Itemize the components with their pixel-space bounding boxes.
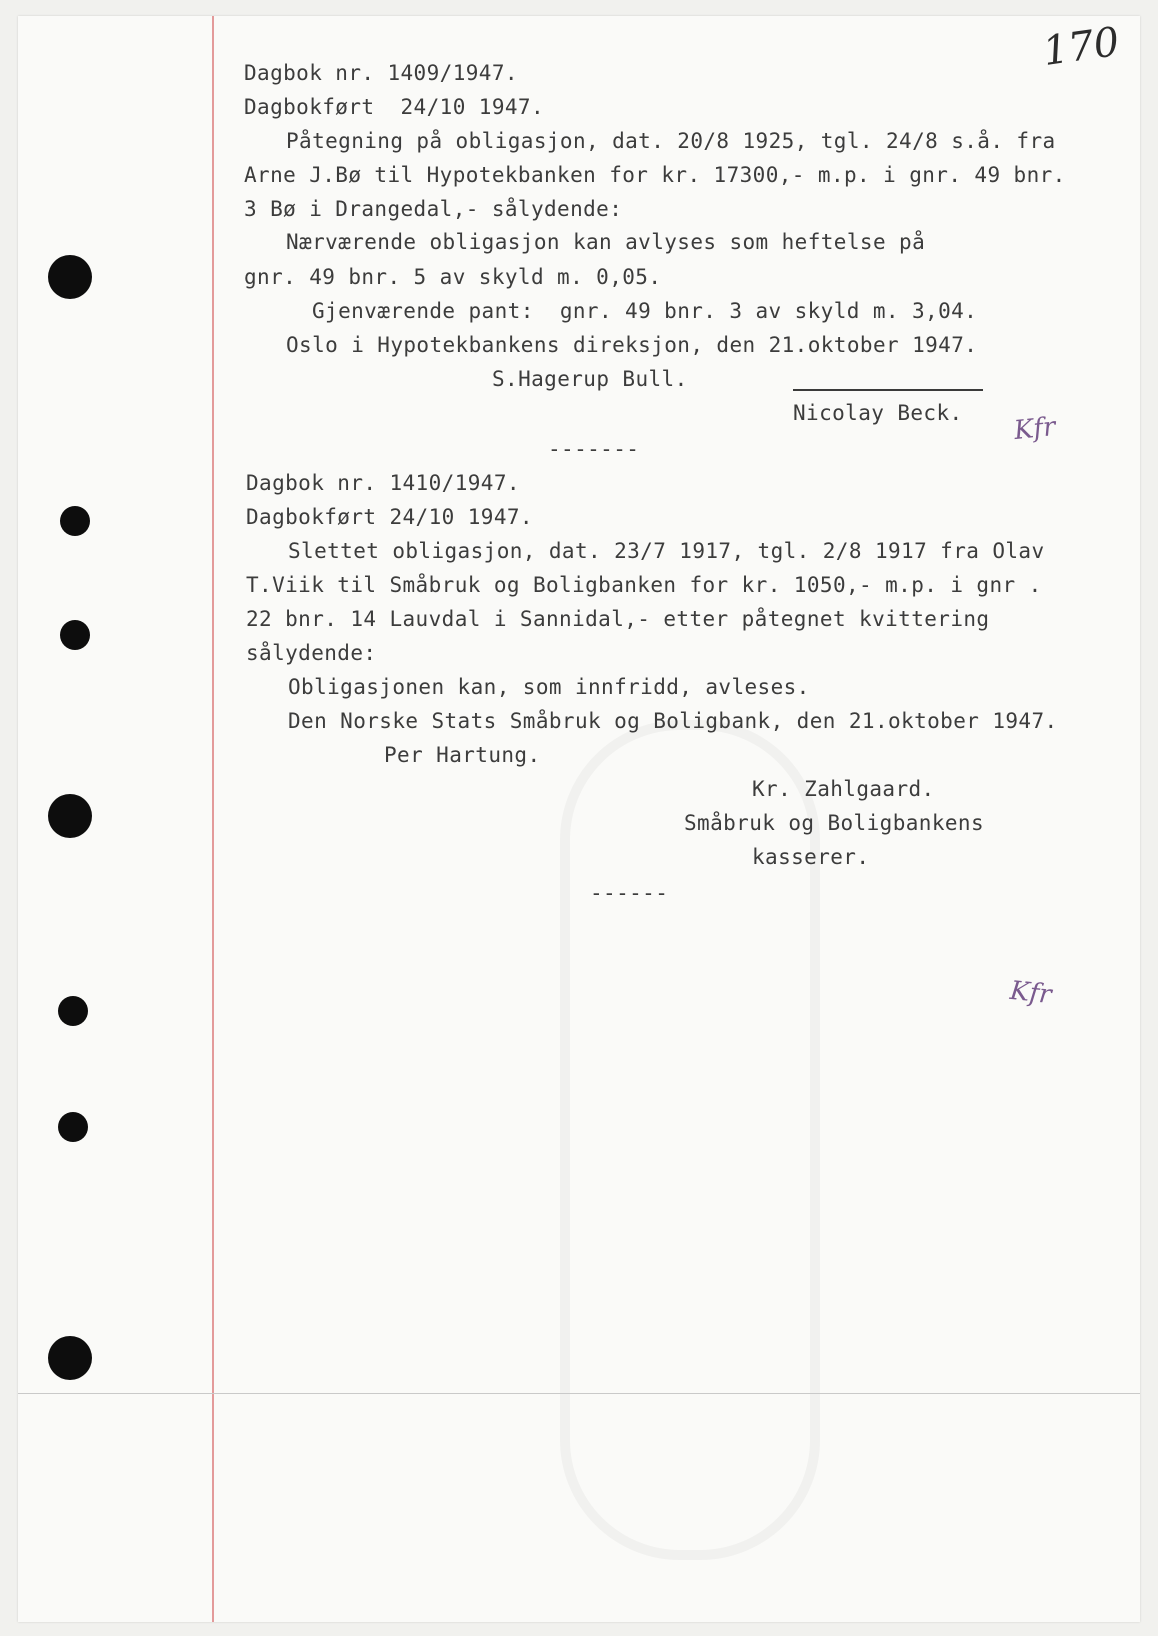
entry1-text2: Arne J.Bø til Hypotekbanken for kr. 17300,- m.p. i gnr. 49 bnr. <box>244 163 1066 187</box>
entry2-dagbok: Dagbok nr. 1410/1947. <box>246 471 520 495</box>
margin-line <box>212 16 214 1622</box>
binder-hole <box>58 1112 88 1142</box>
entry2-text5: Obligasjonen kan, som innfridd, avleses. <box>288 675 810 699</box>
entry1-text5: gnr. 49 bnr. 5 av skyld m. 0,05. <box>244 265 662 289</box>
entry2-initials: Kfr <box>1008 975 1053 1011</box>
entry2-signer1: Per Hartung. <box>384 743 541 767</box>
binder-hole <box>48 255 92 299</box>
entry1-text7: Oslo i Hypotekbankens direksjon, den 21.oktober 1947. <box>286 333 978 357</box>
entry1-dagbok: Dagbok nr. 1409/1947. <box>244 61 518 85</box>
entry2-signer2-title2: kasserer. <box>752 845 870 869</box>
entry1-initials: Kfr <box>1012 411 1057 447</box>
entry1-separator: ------- <box>548 437 640 461</box>
binder-hole <box>60 506 90 536</box>
entry2-signer2-title1: Småbruk og Boligbankens <box>684 811 984 835</box>
binder-hole <box>58 996 88 1026</box>
entry2-text2: T.Viik til Småbruk og Boligbanken for kr. 1050,- m.p. i gnr . <box>246 573 1042 597</box>
signature-rule <box>793 389 983 391</box>
bottom-rule <box>18 1393 1140 1394</box>
entry2-text6: Den Norske Stats Småbruk og Boligbank, den 21.oktober 1947. <box>288 709 1058 733</box>
entry2-separator: ------ <box>590 881 669 905</box>
entry1-text6: Gjenværende pant: gnr. 49 bnr. 3 av skyld m. 3,04. <box>312 299 978 323</box>
binder-hole <box>60 620 90 650</box>
binder-hole <box>48 794 92 838</box>
entry2-dagbokfort: Dagbokført 24/10 1947. <box>246 505 533 529</box>
entry2-text1: Slettet obligasjon, dat. 23/7 1917, tgl. 2/8 1917 fra Olav <box>288 539 1045 563</box>
binder-hole <box>48 1336 92 1380</box>
entry1-signer2: Nicolay Beck. <box>793 401 963 425</box>
entry2-text3: 22 bnr. 14 Lauvdal i Sannidal,- etter påtegnet kvittering <box>246 607 990 631</box>
entry1-text1: Påtegning på obligasjon, dat. 20/8 1925, tgl. 24/8 s.å. fra <box>286 129 1056 153</box>
entry1-signer1: S.Hagerup Bull. <box>492 367 688 391</box>
page-number: 170 <box>1040 18 1123 76</box>
entry1-text4: Nærværende obligasjon kan avlyses som heftelse på <box>286 230 926 254</box>
entry1-dagbokfort: Dagbokført 24/10 1947. <box>244 95 544 119</box>
entry2-text4: sålydende: <box>246 641 377 665</box>
entry1-text3: 3 Bø i Drangedal,- sålydende: <box>244 197 623 221</box>
entry2-signer2: Kr. Zahlgaard. <box>752 777 935 801</box>
